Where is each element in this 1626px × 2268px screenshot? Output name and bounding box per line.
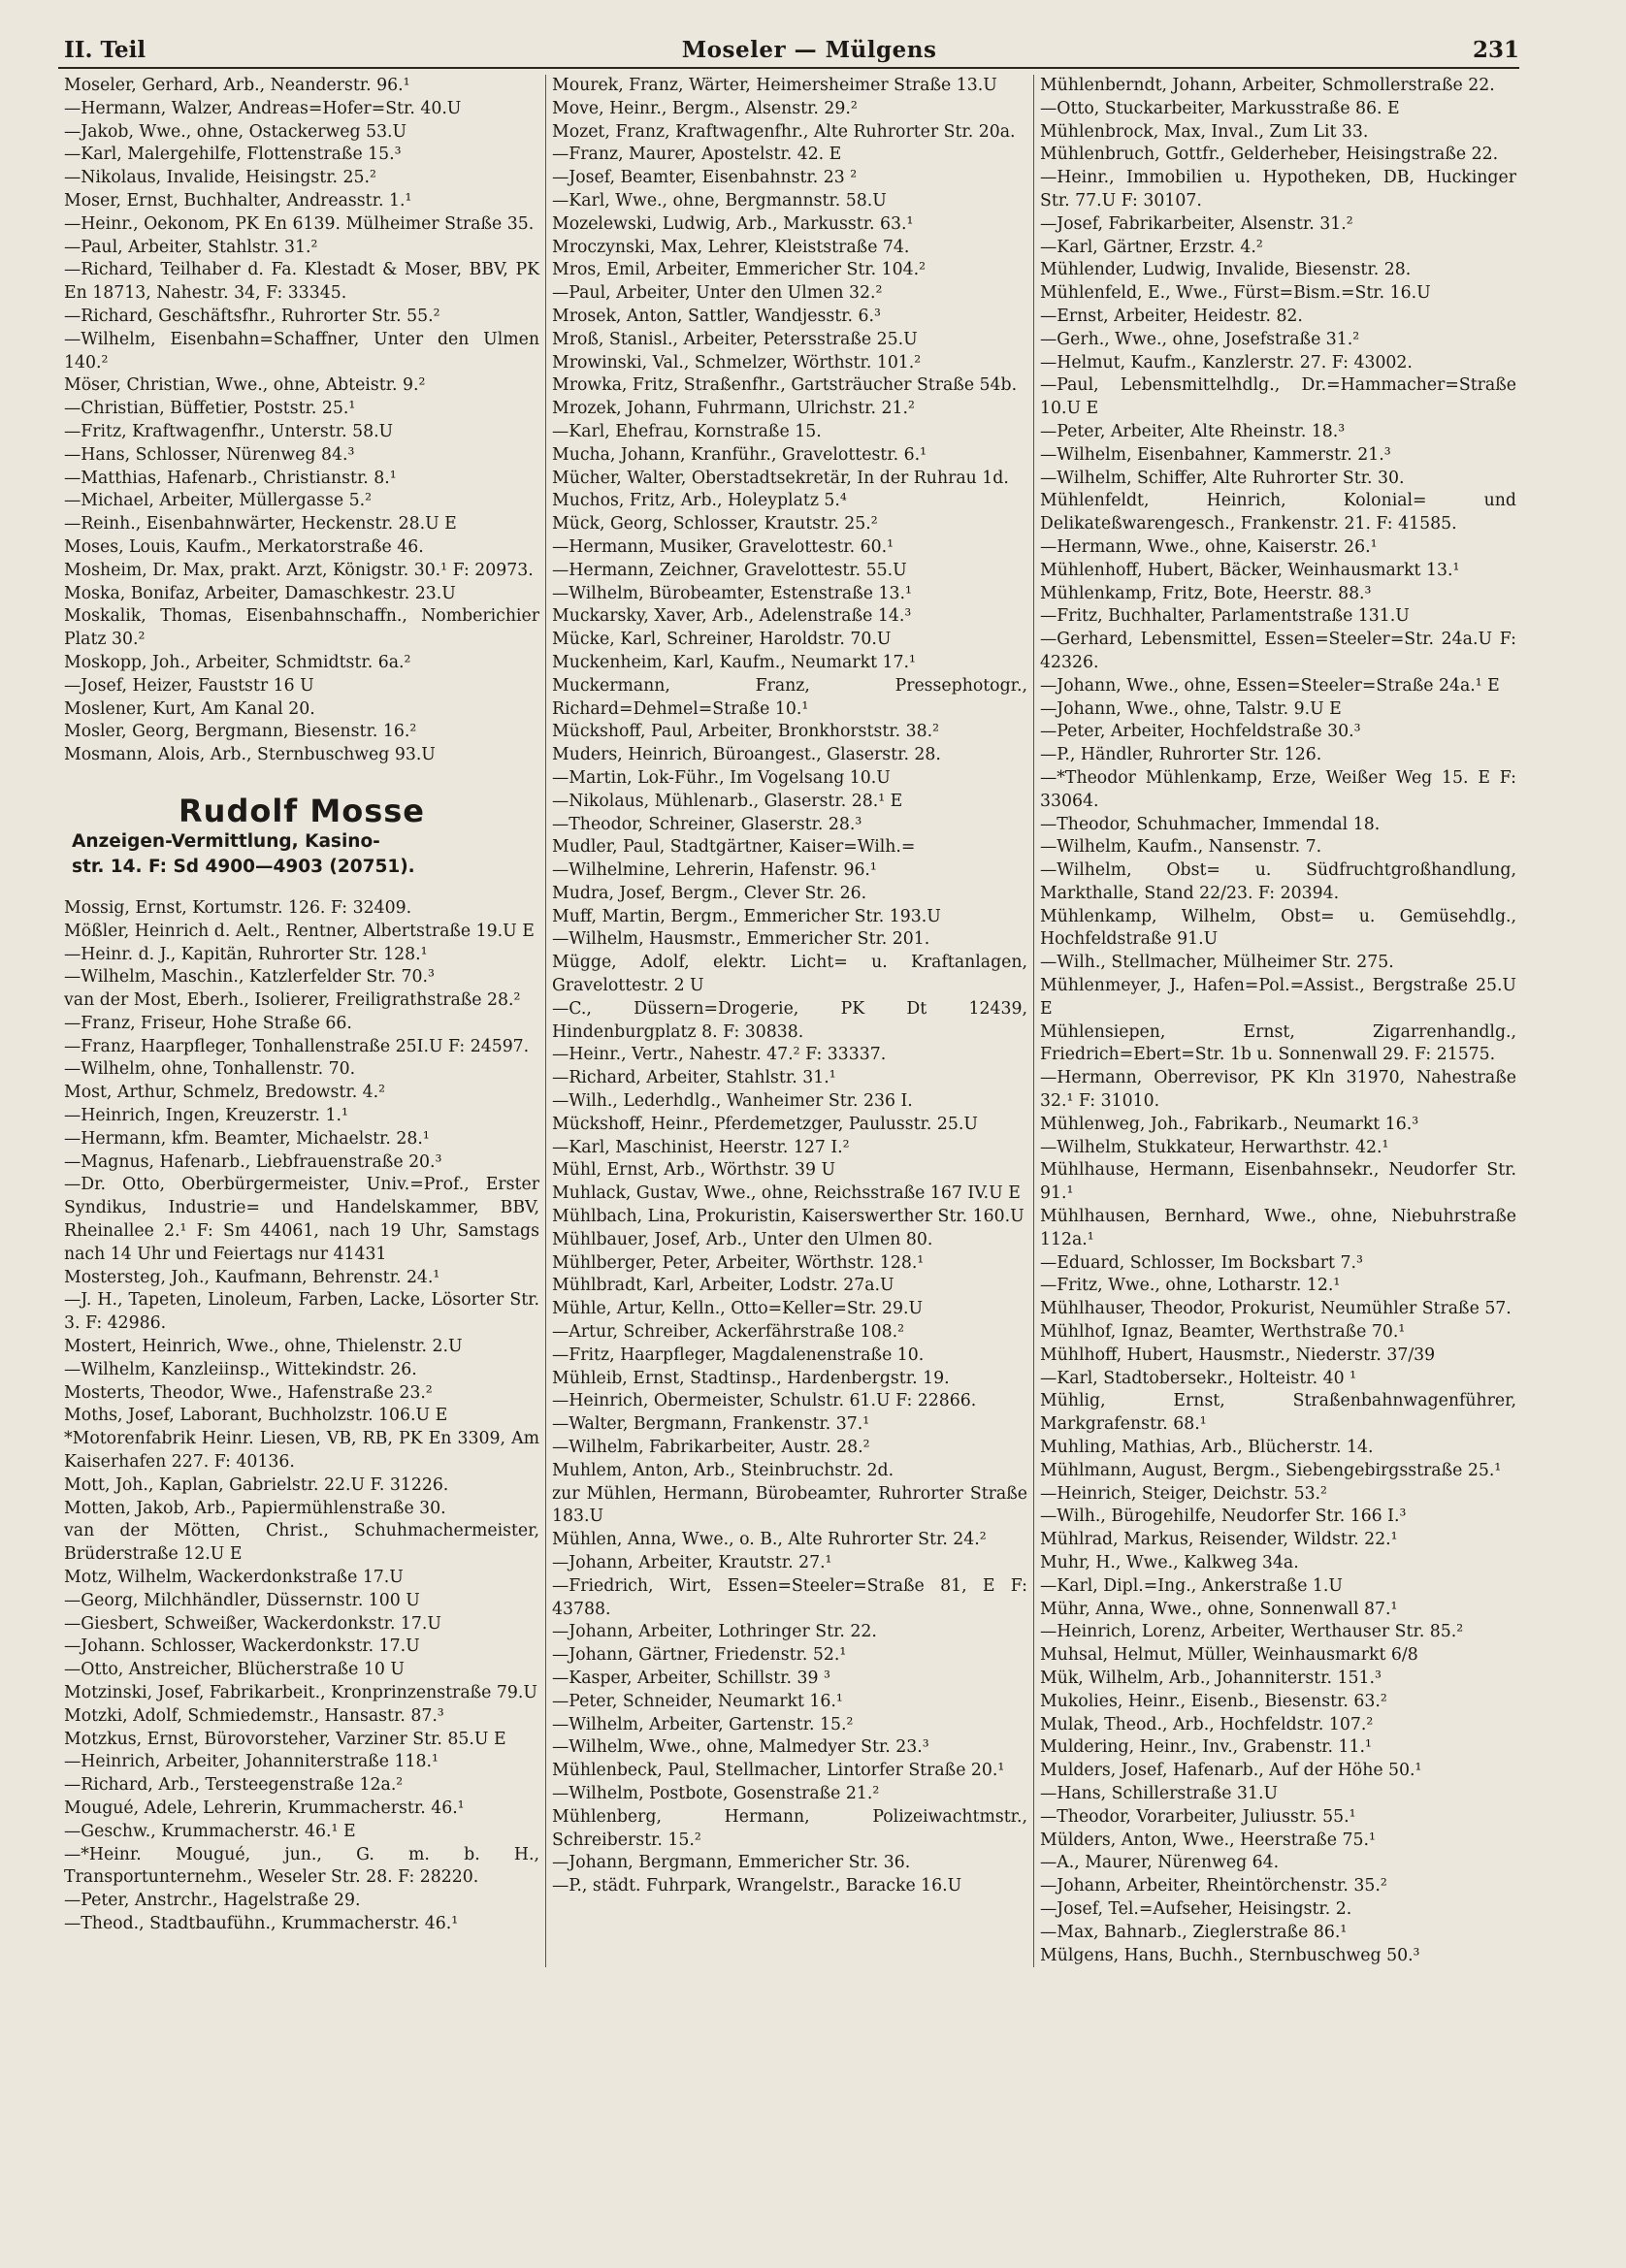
directory-entry: Mühl, Ernst, Arb., Wörthstr. 39 U	[552, 1160, 836, 1181]
directory-entry: Mühlenweg, Joh., Fabrikarb., Neumarkt 16.³	[1040, 1114, 1419, 1134]
directory-entry: Mrowka, Fritz, Straßenfhr., Gartsträucher Straße 54b.	[552, 375, 1018, 396]
directory-entry: Mühlen, Anna, Wwe., o. B., Alte Ruhrorter Str. 24.²	[552, 1530, 987, 1550]
directory-entry: —Johann, Arbeiter, Rheintörchenstr. 35.²	[1040, 1876, 1387, 1896]
directory-entry: Mosterts, Theodor, Wwe., Hafenstraße 23.²	[64, 1382, 433, 1403]
directory-entry: Mühlhause, Hermann, Eisenbahnsekr., Neudorfer Str. 91.¹	[1040, 1160, 1516, 1204]
directory-entry: Mostert, Heinrich, Wwe., ohne, Thielenstr. 2.U	[64, 1337, 463, 1357]
directory-entry: —Hans, Schlosser, Nürenweg 84.³	[64, 444, 355, 465]
directory-entry: —Wilhelm, Eisenbahn=Schaffner, Unter den Ulmen 140.²	[64, 329, 539, 373]
directory-entry: Mostersteg, Joh., Kaufmann, Behrenstr. 24.¹	[64, 1267, 440, 1287]
directory-entry: —Heinrich, Lorenz, Arbeiter, Werthauser Str. 85.²	[1040, 1622, 1464, 1642]
directory-entry: —Georg, Milchhändler, Düssernstr. 100 U	[64, 1590, 420, 1610]
directory-entry: Mühr, Anna, Wwe., ohne, Sonnenwall 87.¹	[1040, 1599, 1398, 1619]
directory-entry: Muckermann, Franz, Pressephotogr., Richard=Dehmel=Straße 10.¹	[552, 675, 1027, 719]
directory-entry: —Matthias, Hafenarb., Christianstr. 8.¹	[64, 468, 397, 488]
directory-entry: —Johann, Wwe., ohne, Talstr. 9.U E	[1040, 698, 1342, 719]
directory-entry: Mosler, Georg, Bergmann, Biesenstr. 16.²	[64, 722, 417, 742]
directory-entry: van der Most, Eberh., Isolierer, Freiligrathstraße 28.²	[64, 990, 521, 1011]
directory-entry: —Franz, Maurer, Apostelstr. 42. E	[552, 145, 842, 165]
directory-entry: Mudler, Paul, Stadtgärtner, Kaiser=Wilh.=	[552, 837, 916, 858]
directory-entry: —Theodor, Schuhmacher, Immendal 18.	[1040, 814, 1381, 834]
ad-company-name: Rudolf Mosse	[179, 792, 425, 829]
directory-entry: —Karl, Malergehilfe, Flottenstraße 15.³	[64, 145, 402, 165]
directory-entry: Mühlig, Ernst, Straßenbahnwagenführer, Markgrafenstr. 68.¹	[1040, 1391, 1516, 1435]
directory-entry: Mros, Emil, Arbeiter, Emmericher Str. 104.²	[552, 260, 927, 280]
directory-entry: —Wilhelm, Schiffer, Alte Ruhrorter Str. 30.	[1040, 468, 1405, 488]
directory-entry: van der Mötten, Christ., Schuhmachermeister, Brüderstraße 12.U E	[64, 1521, 539, 1565]
directory-entry: —Giesbert, Schweißer, Wackerdonkstr. 17.U	[64, 1613, 441, 1634]
directory-entry: Moskopp, Joh., Arbeiter, Schmidtstr. 6a.²	[64, 652, 411, 672]
directory-entry: Motten, Jakob, Arb., Papiermühlenstraße 30.	[64, 1498, 446, 1518]
directory-entry: Muhr, H., Wwe., Kalkweg 34a.	[1040, 1553, 1299, 1572]
column-1-entries-bottom	[64, 897, 539, 1936]
directory-entry: —J. H., Tapeten, Linoleum, Farben, Lacke, Lösorter Str. 3. F: 42986.	[64, 1290, 539, 1334]
directory-entry: —Heinr., Vertr., Nahestr. 47.² F: 33337.	[552, 1045, 887, 1065]
directory-entry: —Fritz, Kraftwagenfhr., Unterstr. 58.U	[64, 421, 394, 441]
directory-entry: Mozet, Franz, Kraftwagenfhr., Alte Ruhrorter Str. 20a.	[552, 121, 1016, 142]
directory-entry: —Josef, Heizer, Fauststr 16 U	[64, 675, 314, 696]
directory-entry: Mülgens, Hans, Buchh., Sternbuschweg 50.³	[1040, 1945, 1420, 1965]
advertisement	[64, 793, 539, 880]
ad-line-1: Anzeigen-Vermittlung, Kasino-	[72, 830, 380, 852]
directory-entry: —Johann, Arbeiter, Krautstr. 27.¹	[552, 1553, 832, 1572]
page-header	[58, 37, 1519, 69]
directory-entry: —Franz, Friseur, Hohe Straße 66.	[64, 1013, 352, 1033]
directory-entry: Mühlbach, Lina, Prokuristin, Kaiserswerther Str. 160.U	[552, 1207, 1024, 1227]
directory-entry: —Hermann, Musiker, Gravelottestr. 60.¹	[552, 536, 894, 557]
column-2	[546, 75, 1034, 1967]
directory-entry: —Wilh., Stellmacher, Mülheimer Str. 275.	[1040, 953, 1394, 973]
directory-entry: —Karl, Gärtner, Erzstr. 4.²	[1040, 237, 1263, 257]
directory-entry: —Wilhelm, Postbote, Gosenstraße 21.²	[552, 1783, 880, 1803]
directory-entry: Mückshoff, Heinr., Pferdemetzger, Paulusstr. 25.U	[552, 1114, 978, 1134]
directory-entry: —Reinh., Eisenbahnwärter, Heckenstr. 28.U E	[64, 514, 457, 535]
directory-entry: Mucha, Johann, Kranführ., Gravelottestr. 6.¹	[552, 444, 927, 465]
directory-entry: —Dr. Otto, Oberbürgermeister, Univ.=Prof., Erster Syndikus, Industrie= und Handelskammer, BBV, Rheinallee 2.¹ F: Sm 44061, nach 19 Uhr, Samstags nach 14 Uhr und Feiertags nur 41431	[64, 1175, 539, 1264]
directory-entry: Moslener, Kurt, Am Kanal 20.	[64, 698, 315, 719]
directory-entry: Mühlmann, August, Bergm., Siebengebirgsstraße 25.¹	[1040, 1460, 1502, 1480]
directory-entry: —Artur, Schreiber, Ackerfährstraße 108.²	[552, 1322, 904, 1343]
directory-entry: —Karl, Ehefrau, Kornstraße 15.	[552, 421, 822, 441]
directory-entry: Muff, Martin, Bergm., Emmericher Str. 193.U	[552, 906, 941, 926]
directory-entry: Muckenheim, Karl, Kaufm., Neumarkt 17.¹	[552, 652, 916, 672]
directory-entry: —Max, Bahnarb., Zieglerstraße 86.¹	[1040, 1922, 1348, 1942]
directory-entry: Mühlenberg, Hermann, Polizeiwachtmstr., Schreiberstr. 15.²	[552, 1806, 1027, 1850]
entry-columns	[58, 75, 1523, 1967]
directory-entry: —Ernst, Arbeiter, Heidestr. 82.	[1040, 306, 1303, 326]
directory-entry: —Richard, Geschäftsfhr., Ruhrorter Str. 55.²	[64, 306, 440, 326]
directory-entry: —Johann, Bergmann, Emmericher Str. 36.	[552, 1853, 911, 1873]
directory-entry: —Josef, Fabrikarbeiter, Alsenstr. 31.²	[1040, 213, 1353, 234]
directory-entry: Mühlenkamp, Wilhelm, Obst= u. Gemüsehdlg., Hochfeldstraße 91.U	[1040, 906, 1516, 950]
directory-entry: Mückshoff, Paul, Arbeiter, Bronkhorststr. 38.²	[552, 722, 940, 742]
directory-entry: Mourek, Franz, Wärter, Heimersheimer Straße 13.U	[552, 76, 997, 95]
directory-entry: Mühlberger, Peter, Arbeiter, Wörthstr. 128.¹	[552, 1252, 925, 1273]
directory-entry: Mroß, Stanisl., Arbeiter, Petersstraße 25.U	[552, 329, 918, 349]
directory-entry: —Hermann, kfm. Beamter, Michaelstr. 28.¹	[64, 1128, 430, 1149]
directory-entry: —Gerh., Wwe., ohne, Josefstraße 31.²	[1040, 329, 1360, 349]
directory-entry: —*Theodor Mühlenkamp, Erze, Weißer Weg 15. E F: 33064.	[1040, 767, 1516, 811]
directory-entry: —Richard, Arb., Tersteegenstraße 12a.²	[64, 1775, 404, 1796]
directory-entry: Mühlender, Ludwig, Invalide, Biesenstr. 28.	[1040, 260, 1412, 280]
directory-entry: —Peter, Arbeiter, Alte Rheinstr. 18.³	[1040, 421, 1346, 441]
directory-entry: Mühlenfeldt, Heinrich, Kolonial= und Delikateßwarengesch., Frankenstr. 21. F: 41585.	[1040, 491, 1516, 535]
directory-entry: —Heinrich, Ingen, Kreuzerstr. 1.¹	[64, 1106, 348, 1126]
directory-entry: —Johann, Wwe., ohne, Essen=Steeler=Straße 24a.¹ E	[1040, 675, 1500, 696]
directory-entry: Motzinski, Josef, Fabrikarbeit., Kronprinzenstraße 79.U	[64, 1683, 537, 1702]
directory-entry: Move, Heinr., Bergm., Alsenstr. 29.²	[552, 98, 858, 118]
directory-entry: Mühlbradt, Karl, Arbeiter, Lodstr. 27a.U	[552, 1276, 894, 1296]
directory-entry: —Helmut, Kaufm., Kanzlerstr. 27. F: 43002.	[1040, 352, 1413, 373]
directory-entry: —Richard, Teilhaber d. Fa. Klestadt & Moser, BBV, PK En 18713, Nahestr. 34, F: 33345.	[64, 260, 539, 304]
directory-entry: —Peter, Anstrchr., Hagelstraße 29.	[64, 1891, 361, 1911]
directory-entry: Muckarsky, Xaver, Arb., Adelenstraße 14.³	[552, 606, 912, 627]
directory-entry: —Hermann, Wwe., ohne, Kaiserstr. 26.¹	[1040, 536, 1378, 557]
directory-entry: —Fritz, Buchhalter, Parlamentstraße 131.U	[1040, 606, 1410, 627]
directory-entry: —Fritz, Haarpfleger, Magdalenenstraße 10.	[552, 1345, 925, 1365]
directory-entry: —Jakob, Wwe., ohne, Ostackerweg 53.U	[64, 121, 407, 142]
directory-entry: Motzki, Adolf, Schmiedemstr., Hansastr. 87.³	[64, 1705, 444, 1726]
header-section: II. Teil	[64, 37, 146, 63]
directory-entry: Mühlenbruch, Gottfr., Gelderheber, Heisingstraße 22.	[1040, 145, 1499, 165]
directory-entry: Mühlrad, Markus, Reisender, Wildstr. 22.¹	[1040, 1530, 1398, 1550]
directory-entry: —Geschw., Krummacherstr. 46.¹ E	[64, 1821, 356, 1841]
directory-entry: —Paul, Arbeiter, Stahlstr. 31.²	[64, 237, 318, 257]
directory-entry: Mudra, Josef, Bergm., Clever Str. 26.	[552, 883, 867, 903]
directory-entry: —Theod., Stadtbaufühn., Krummacherstr. 46.¹	[64, 1913, 459, 1933]
directory-entry: Mühlhof, Ignaz, Beamter, Werthstraße 70.¹	[1040, 1322, 1406, 1343]
directory-entry: —Heinr., Oekonom, PK En 6139. Mülheimer Straße 35.	[64, 213, 535, 234]
directory-entry: —Magnus, Hafenarb., Liebfrauenstraße 20.³	[64, 1151, 442, 1172]
directory-entry: —Wilhelm, Wwe., ohne, Malmedyer Str. 23.³	[552, 1737, 929, 1758]
directory-entry: Most, Arthur, Schmelz, Bredowstr. 4.²	[64, 1083, 386, 1103]
directory-entry: —P., Händler, Ruhrorter Str. 126.	[1040, 745, 1322, 765]
directory-entry: zur Mühlen, Hermann, Bürobeamter, Ruhrorter Straße 183.U	[552, 1483, 1027, 1527]
directory-entry: Muhsal, Helmut, Müller, Weinhausmarkt 6/8	[1040, 1645, 1418, 1666]
directory-entry: Mossig, Ernst, Kortumstr. 126. F: 32409.	[64, 897, 412, 918]
directory-entry: Mühlenkamp, Fritz, Bote, Heerstr. 88.³	[1040, 583, 1372, 603]
directory-entry: —Heinr. d. J., Kapitän, Ruhrorter Str. 128.¹	[64, 944, 428, 964]
directory-entry: Mühle, Artur, Kelln., Otto=Keller=Str. 29.U	[552, 1299, 924, 1319]
directory-entry: —Heinrich, Obermeister, Schulstr. 61.U F: 22866.	[552, 1391, 977, 1411]
directory-entry: Moses, Louis, Kaufm., Merkatorstraße 46.	[64, 536, 424, 557]
directory-entry: Muchos, Fritz, Arb., Holeyplatz 5.⁴	[552, 491, 847, 511]
column-3	[1034, 75, 1522, 1967]
directory-entry: —Heinrich, Arbeiter, Johanniterstraße 118.¹	[64, 1752, 439, 1772]
directory-entry: Mühlenfeld, E., Wwe., Fürst=Bism.=Str. 16.U	[1040, 283, 1431, 304]
directory-entry: Mücke, Karl, Schreiner, Haroldstr. 70.U	[552, 630, 892, 650]
directory-entry: —Wilhelm, Obst= u. Südfruchtgroßhandlung, Markthalle, Stand 22/23. F: 20394.	[1040, 860, 1516, 903]
directory-entry: —Friedrich, Wirt, Essen=Steeler=Straße 81, E F: 43788.	[552, 1575, 1027, 1619]
directory-entry: Mühlhoff, Hubert, Hausmstr., Niederstr. 37/39	[1040, 1345, 1436, 1365]
directory-entry: —Hermann, Zeichner, Gravelottestr. 55.U	[552, 560, 907, 580]
directory-entry: Mott, Joh., Kaplan, Gabrielstr. 22.U F. 31226.	[64, 1474, 449, 1495]
page-number: 231	[1472, 37, 1519, 63]
directory-entry: —P., städt. Fuhrpark, Wrangelstr., Baracke 16.U	[552, 1876, 962, 1896]
directory-entry: —Nikolaus, Invalide, Heisingstr. 25.²	[64, 168, 376, 188]
directory-entry: Mühlensiepen, Ernst, Zigarrenhandlg., Friedrich=Ebert=Str. 1b u. Sonnenwall 29. F: 21575.	[1040, 1021, 1516, 1065]
directory-entry: —Wilhelm, Maschin., Katzlerfelder Str. 70.³	[64, 967, 435, 988]
directory-entry: —Theodor, Schreiner, Glaserstr. 28.³	[552, 814, 862, 834]
directory-entry: —Hans, Schillerstraße 31.U	[1040, 1783, 1279, 1803]
directory-entry: Mühlhauser, Theodor, Prokurist, Neumühler Straße 57.	[1040, 1299, 1512, 1319]
directory-entry: Mrosek, Anton, Sattler, Wandjesstr. 6.³	[552, 306, 881, 326]
directory-entry: Moths, Josef, Laborant, Buchholzstr. 106.U E	[64, 1406, 448, 1426]
directory-entry: —Wilhelm, Arbeiter, Gartenstr. 15.²	[552, 1714, 854, 1734]
directory-entry: Muldering, Heinr., Inv., Grabenstr. 11.¹	[1040, 1737, 1372, 1758]
directory-entry: Mügge, Adolf, elektr. Licht= u. Kraftanlagen, Gravelottestr. 2 U	[552, 953, 1027, 996]
directory-entry: —Johann. Schlosser, Wackerdonkstr. 17.U	[64, 1636, 420, 1657]
directory-entry: —Paul, Arbeiter, Unter den Ulmen 32.²	[552, 283, 883, 304]
column-1	[58, 75, 546, 1967]
directory-entry: —Kasper, Arbeiter, Schillstr. 39 ³	[552, 1668, 830, 1688]
directory-entry: Muhlack, Gustav, Wwe., ohne, Reichsstraße 167 IV.U E	[552, 1183, 1021, 1204]
directory-entry: —Fritz, Wwe., ohne, Lotharstr. 12.¹	[1040, 1276, 1341, 1296]
directory-entry: —Richard, Arbeiter, Stahlstr. 31.¹	[552, 1068, 836, 1088]
directory-entry: —Heinr., Immobilien u. Hypotheken, DB, Huckinger Str. 77.U F: 30107.	[1040, 168, 1516, 211]
directory-entry: —Karl, Stadtobersekr., Holteistr. 40 ¹	[1040, 1368, 1356, 1388]
directory-entry: Mößler, Heinrich d. Aelt., Rentner, Albertstraße 19.U E	[64, 921, 535, 941]
ad-line-2: str. 14. F: Sd 4900—4903 (20751).	[72, 856, 415, 877]
directory-entry: —Walter, Bergmann, Frankenstr. 37.¹	[552, 1414, 870, 1435]
directory-entry: Mück, Georg, Schlosser, Krautstr. 25.²	[552, 514, 878, 535]
directory-entry: —Wilhelm, ohne, Tonhallenstr. 70.	[64, 1059, 356, 1080]
directory-entry: —Wilhelm, Eisenbahner, Kammerstr. 21.³	[1040, 444, 1391, 465]
directory-entry: Mühlenhoff, Hubert, Bäcker, Weinhausmarkt 13.¹	[1040, 560, 1460, 580]
directory-entry: Mulak, Theod., Arb., Hochfeldstr. 107.²	[1040, 1714, 1374, 1734]
directory-entry: Mühlenmeyer, J., Hafen=Pol.=Assist., Bergstraße 25.U E	[1040, 976, 1516, 1019]
directory-entry: —Theodor, Vorarbeiter, Juliusstr. 55.¹	[1040, 1806, 1356, 1827]
directory-entry: —Hermann, Oberrevisor, PK Kln 31970, Nahestraße 32.¹ F: 31010.	[1040, 1068, 1516, 1112]
directory-entry: —Hermann, Walzer, Andreas=Hofer=Str. 40.U	[64, 98, 462, 118]
directory-entry: —Josef, Tel.=Aufseher, Heisingstr. 2.	[1040, 1898, 1352, 1919]
directory-entry: Mosmann, Alois, Arb., Sternbuschweg 93.U	[64, 745, 436, 765]
directory-entry: Mulders, Josef, Hafenarb., Auf der Höhe 50.¹	[1040, 1761, 1422, 1781]
directory-entry: —Franz, Haarpfleger, Tonhallenstraße 25I.U F: 24597.	[64, 1036, 530, 1056]
directory-entry: Mühlenbrock, Max, Inval., Zum Lit 33.	[1040, 121, 1369, 142]
directory-entry: Mrowinski, Val., Schmelzer, Wörthstr. 101.²	[552, 352, 922, 373]
directory-entry: —Karl, Dipl.=Ing., Ankerstraße 1.U	[1040, 1575, 1343, 1596]
directory-entry: Mücher, Walter, Oberstadtsekretär, In der Ruhrau 1d.	[552, 468, 1009, 488]
directory-entry: Möser, Christian, Wwe., ohne, Abteistr. 9.²	[64, 375, 426, 396]
directory-entry: Muhlem, Anton, Arb., Steinbruchstr. 2d.	[552, 1460, 894, 1480]
directory-entry: Mük, Wilhelm, Arb., Johanniterstr. 151.³	[1040, 1668, 1382, 1688]
directory-entry: Muders, Heinrich, Büroangest., Glaserstr. 28.	[552, 745, 941, 765]
directory-entry: —Otto, Stuckarbeiter, Markusstraße 86. E	[1040, 98, 1400, 118]
directory-entry: Motz, Wilhelm, Wackerdonkstraße 17.U	[64, 1568, 404, 1588]
directory-entry: —*Heinr. Mougué, jun., G. m. b. H., Transportunternehm., Weseler Str. 28. F: 28220.	[64, 1844, 539, 1888]
directory-entry: Mühlenbeck, Paul, Stellmacher, Lintorfer Straße 20.¹	[552, 1761, 1005, 1781]
directory-entry: Mozelewski, Ludwig, Arb., Markusstr. 63.¹	[552, 213, 914, 234]
directory-entry: —Peter, Schneider, Neumarkt 16.¹	[552, 1691, 843, 1711]
directory-entry: Moska, Bonifaz, Arbeiter, Damaschkestr. 23.U	[64, 583, 456, 603]
directory-entry: —Johann, Arbeiter, Lothringer Str. 22.	[552, 1622, 877, 1642]
directory-entry: Mukolies, Heinr., Eisenb., Biesenstr. 63.²	[1040, 1691, 1387, 1711]
directory-entry: —Karl, Wwe., ohne, Bergmannstr. 58.U	[552, 190, 887, 211]
directory-entry: —Wilhelm, Kanzleiinsp., Wittekindstr. 26.	[64, 1359, 417, 1379]
directory-entry: *Motorenfabrik Heinr. Liesen, VB, RB, PK En 3309, Am Kaiserhafen 227. F: 40136.	[64, 1429, 539, 1473]
directory-entry: —Christian, Büffetier, Poststr. 25.¹	[64, 399, 356, 419]
directory-entry: Motzkus, Ernst, Bürovorsteher, Varziner Str. 85.U E	[64, 1729, 506, 1749]
directory-entry: Mühlbauer, Josef, Arb., Unter den Ulmen 80.	[552, 1229, 933, 1249]
directory-entry: —Peter, Arbeiter, Hochfeldstraße 30.³	[1040, 722, 1361, 742]
directory-entry: —Paul, Lebensmittelhdlg., Dr.=Hammacher=Straße 10.U E	[1040, 375, 1516, 419]
header-name-range: Moseler — Mülgens	[681, 37, 937, 63]
directory-entry: Mülders, Anton, Wwe., Heerstraße 75.¹	[1040, 1830, 1376, 1850]
directory-entry: Muhling, Mathias, Arb., Blücherstr. 14.	[1040, 1438, 1374, 1458]
directory-entry: —Johann, Gärtner, Friedenstr. 52.¹	[552, 1645, 847, 1666]
directory-entry: Mosheim, Dr. Max, prakt. Arzt, Königstr. 30.¹ F: 20973.	[64, 560, 534, 580]
directory-entry: —Wilh., Bürogehilfe, Neudorfer Str. 166 I.³	[1040, 1507, 1407, 1527]
directory-entry: Mroczynski, Max, Lehrer, Kleiststraße 74.	[552, 237, 910, 257]
directory-entry: —Wilhelm, Hausmstr., Emmericher Str. 201.	[552, 929, 930, 950]
directory-entry: —Wilhelm, Bürobeamter, Estenstraße 13.¹	[552, 583, 912, 603]
directory-entry: —Michael, Arbeiter, Müllergasse 5.²	[64, 491, 373, 511]
directory-entry: —Nikolaus, Mühlenarb., Glaserstr. 28.¹ E	[552, 791, 903, 811]
directory-entry: —Eduard, Schlosser, Im Bocksbart 7.³	[1040, 1252, 1363, 1273]
directory-entry: Mühlhausen, Bernhard, Wwe., ohne, Niebuhrstraße 112a.¹	[1040, 1207, 1516, 1249]
directory-entry: —Martin, Lok-Führ., Im Vogelsang 10.U	[552, 767, 891, 788]
directory-entry: —Gerhard, Lebensmittel, Essen=Steeler=Str. 24a.U F: 42326.	[1040, 630, 1516, 672]
directory-entry: —Josef, Beamter, Eisenbahnstr. 23 ²	[552, 168, 858, 188]
directory-entry: Mühleib, Ernst, Stadtinsp., Hardenbergstr. 19.	[552, 1368, 950, 1388]
directory-entry: —Otto, Anstreicher, Blücherstraße 10 U	[64, 1660, 405, 1680]
directory-entry: Mühlenberndt, Johann, Arbeiter, Schmollerstraße 22.	[1040, 76, 1495, 95]
column-1-entries-top	[64, 75, 539, 767]
directory-entry: Moseler, Gerhard, Arb., Neanderstr. 96.¹	[64, 76, 410, 95]
directory-entry: Moser, Ernst, Buchhalter, Andreasstr. 1.¹	[64, 190, 412, 211]
directory-entry: Mrozek, Johann, Fuhrmann, Ulrichstr. 21.²	[552, 399, 915, 419]
directory-entry: Moskalik, Thomas, Eisenbahnschaffn., Nomberichier Platz 30.²	[64, 606, 539, 650]
directory-entry: —A., Maurer, Nürenweg 64.	[1040, 1853, 1280, 1873]
directory-entry: —Wilhelmine, Lehrerin, Hafenstr. 96.¹	[552, 860, 877, 881]
directory-entry: —Wilhelm, Kaufm., Nansenstr. 7.	[1040, 837, 1322, 858]
directory-entry: Mougué, Adele, Lehrerin, Krummacherstr. 46.¹	[64, 1798, 465, 1818]
directory-entry: —Heinrich, Steiger, Deichstr. 53.²	[1040, 1483, 1327, 1504]
directory-entry: —Wilh., Lederhdlg., Wanheimer Str. 236 I.	[552, 1091, 913, 1112]
directory-entry: —C., Düssern=Drogerie, PK Dt 12439, Hindenburgplatz 8. F: 30838.	[552, 998, 1027, 1042]
directory-entry: —Wilhelm, Stukkateur, Herwarthstr. 42.¹	[1040, 1137, 1389, 1157]
directory-entry: —Wilhelm, Fabrikarbeiter, Austr. 28.²	[552, 1438, 870, 1458]
directory-entry: —Karl, Maschinist, Heerstr. 127 I.²	[552, 1137, 850, 1157]
